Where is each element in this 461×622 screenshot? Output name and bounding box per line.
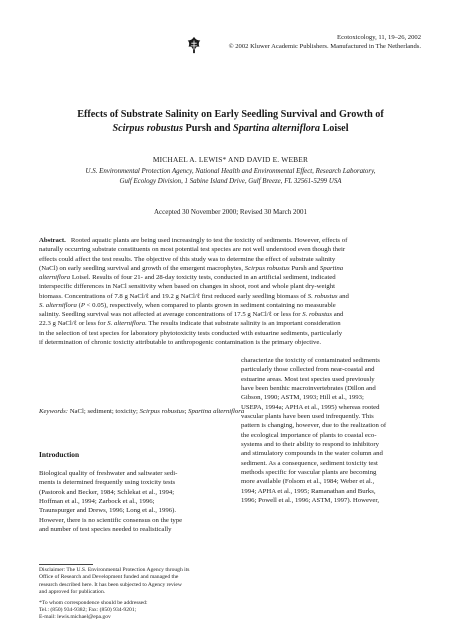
affiliation — [30, 167, 431, 187]
abstract — [39, 236, 424, 347]
abstract-line: interspecific differences in NaCl sensitivity when based on changes in shoot, root and whole plant dry-weight — [39, 283, 336, 291]
body-line: Gibson, 1990; ASTM, 1993; Hill et al., 1993; — [241, 394, 364, 402]
abstract-line: in the selection of test species for laboratory phytotoxicity tests conducted with estuarine sediments, particularly — [39, 329, 343, 337]
title-species-2: Spartina alterniflora — [233, 123, 320, 134]
body-line: methods specific for vascular plants are becoming — [241, 469, 377, 477]
title-line-2 — [30, 122, 431, 136]
publisher-copyright: © 2002 Kluwer Academic Publishers. Manufactured in The Netherlands. — [228, 43, 421, 50]
publication-dates: Accepted 30 November 2000; Revised 30 March 2001 — [154, 208, 307, 216]
body-line: Hoffman et al., 1994; Zarbock et al., 1996; — [39, 498, 155, 506]
body-line: 1996; Powell et al., 1996; ASTM, 1997). However, — [241, 497, 380, 505]
title-suffix: Loisel — [319, 123, 349, 134]
body-line: However, there is no scientific consensus on the type — [39, 516, 183, 524]
body-line: vascular plants have been used infrequently. This — [241, 413, 374, 421]
journal-citation: Ecotoxicology, 11, 19–26, 2002 — [337, 34, 421, 41]
correspondence-line: *To whom correspondence should be addressed: — [39, 599, 148, 606]
body-line: sediment. As a consequence, sediment toxicity test — [241, 459, 378, 467]
footnote-divider — [39, 564, 93, 565]
body-line: more available (Folsom et al., 1984; Weber et al., — [241, 478, 375, 486]
body-line: and stimulatory compounds in the water column and — [241, 450, 383, 458]
author-list: MICHAEL A. LEWIS* AND DAVID E. WEBER — [152, 155, 309, 164]
abstract-line: alterniflora Loisel. Results of four 21- and 28-day toxicity tests, conducted in an artificial sediment, indicated — [39, 274, 336, 281]
abstract-line: salinity. Seedling survival was not affected at average concentrations of 17.5 g NaCl/ℓ or less for S. robustus and — [39, 311, 344, 318]
disclaimer-line: Office of Research and Development funded and managed the — [39, 574, 179, 581]
disclaimer-line: and approved for publication. — [39, 589, 106, 596]
body-line: systems and to their ability to respond to inhibitory — [241, 441, 379, 449]
publisher-logo-icon — [185, 36, 203, 54]
abstract-line: Abstract. Rooted aquatic plants are being used increasingly to test the toxicity of sediments. However, effects of — [39, 237, 348, 244]
keywords: Keywords: NaCl; sediment; toxicity; Scirpus robustus; Spartina alterniflora — [39, 408, 245, 415]
body-line: have been benthic macroinvertebrates (Dillon and — [241, 385, 376, 393]
section-heading-introduction: Introduction — [39, 450, 80, 459]
abstract-line: if determination of chronic toxicity attributable to anthropogenic contamination is the primary objective. — [39, 338, 322, 346]
abstract-line: naturally occurring substrate constituents on most potential test species are not well understood even though their — [39, 246, 346, 254]
body-line: estuarine areas. Most test species used previously — [241, 375, 375, 383]
abstract-line: effects could affect the test results. The objective of this study was to determine the effect of substrate salinity — [39, 255, 336, 263]
abstract-label: Abstract. — [39, 237, 66, 244]
body-line: Traunspurger and Drews, 1996; Long et al., 1996). — [39, 507, 177, 515]
disclaimer-line: research described here. It has been subjected to Agency review — [39, 581, 182, 588]
body-line: USEPA, 1994a; APHA et al., 1995) whereas rooted — [241, 403, 380, 411]
body-line: and number of test species needed to realistically — [39, 526, 172, 534]
right-column-text — [241, 356, 424, 506]
affiliation-line-1: U.S. Environmental Protection Agency, National Health and Environmental Effect, Research Laboratory, — [85, 168, 376, 175]
body-line: particularly those collected from near-coastal and — [241, 366, 375, 374]
body-line: characterize the toxicity of contaminated sediments — [241, 357, 380, 364]
abstract-line: 22.3 g NaCl/ℓ or less for S. alterniflora. The results indicate that substrate salinity is an important consideration — [39, 320, 341, 328]
body-line: 1994; APHA et al., 1995; Ramanathan and Burks, — [241, 487, 376, 495]
body-line: ments is determined frequently using toxicity tests — [39, 479, 176, 487]
abstract-line: biomass. Concentrations of 7.8 g NaCl/ℓ and 19.2 g NaCl/ℓ first reduced early seedling biomass of S. robustus and — [39, 292, 349, 300]
correspondence-email: E-mail: lewis.michael@epa.gov — [39, 614, 111, 621]
title-connector: Pursh and — [182, 123, 234, 134]
disclaimer-line: Disclaimer: The U.S. Environmental Protection Agency through its — [39, 567, 190, 573]
body-line: the ecological importance of plants to coastal eco- — [241, 431, 377, 439]
title-line-1: Effects of Substrate Salinity on Early Seedling Survival and Growth of — [77, 109, 384, 120]
body-line: Biological quality of freshwater and saltwater sedi- — [39, 470, 178, 477]
abstract-line: (NaCl) on early seedling survival and growth of the emergent macrophytes, Scirpus robustus Pursh and Spartina — [39, 264, 344, 272]
body-line: pattern is changing, however, due to the realization of — [241, 422, 387, 430]
abstract-line: S. alterniflora (P < 0.05), respectively, when compared to plants grown in sediment containing no measurable — [39, 301, 336, 309]
left-column-text — [39, 469, 217, 534]
journal-info — [229, 33, 421, 51]
keywords-label: Keywords: — [39, 408, 68, 415]
paper-title — [30, 108, 431, 136]
body-line: (Pastorok and Becker, 1984; Schlekat et al., 1994; — [39, 488, 175, 496]
affiliation-line-2: Gulf Ecology Division, 1 Sabine Island Drive, Gulf Breeze, FL 32561-5299 USA — [119, 178, 342, 185]
correspondence-line: Tel.: (850) 934-9382; Fax: (850) 934-9201; — [39, 607, 137, 614]
title-species-1: Scirpus robustus — [112, 123, 183, 134]
